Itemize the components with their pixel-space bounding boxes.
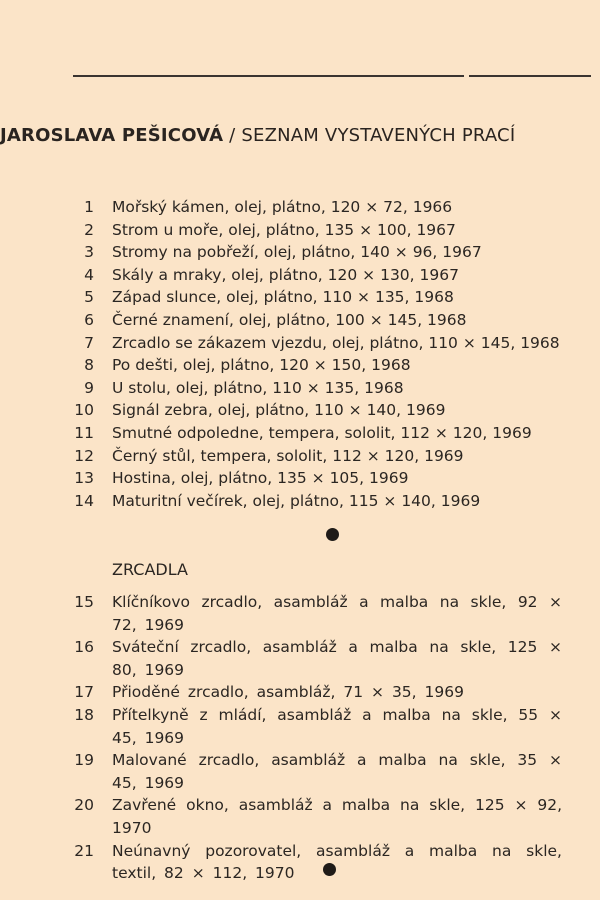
- item-text: Signál zebra, olej, plátno, 110 × 140, 1969: [112, 401, 446, 420]
- item-number: 10: [74, 401, 94, 420]
- item-text: Přioděné zrcadlo, asambláž, 71 × 35, 1969: [112, 683, 464, 702]
- item-text: Smutné odpoledne, tempera, sololit, 112 × 120, 1969: [112, 423, 532, 442]
- list-item: [60, 681, 600, 704]
- item-text: Neúnavný pozorovatel, asambláž a malba na skle, textil, 82 × 112, 1970: [112, 841, 562, 883]
- list-item: [60, 591, 600, 636]
- list-item: [60, 332, 600, 355]
- item-text: Po dešti, olej, plátno, 120 × 150, 1968: [112, 356, 411, 375]
- item-number: 4: [84, 265, 94, 284]
- list-item: [60, 422, 600, 445]
- item-number: 3: [84, 243, 94, 262]
- item-text: Přítelkyně z mládí, asambláž a malba na skle, 55 × 45, 1969: [112, 705, 562, 747]
- title-subtitle: SEZNAM VYSTAVENÝCH PRACÍ: [241, 125, 516, 146]
- item-number: 14: [74, 491, 94, 510]
- item-text: Sváteční zrcadlo, asambláž a malba na skle, 125 × 80, 1969: [112, 638, 562, 679]
- top-rule-long: [73, 75, 464, 77]
- item-text: Skály a mraky, olej, plátno, 120 × 130, 1967: [112, 265, 459, 284]
- bullet-divider: [326, 528, 339, 541]
- item-number: 15: [74, 593, 94, 611]
- item-text: Hostina, olej, plátno, 135 × 105, 1969: [112, 469, 409, 488]
- item-text: Klíčníkovo zrcadlo, asambláž a malba na skle, 92 × 72, 1969: [112, 593, 562, 634]
- list-item: [60, 445, 600, 468]
- list-item: [60, 377, 600, 400]
- bullet-divider-bottom: [323, 863, 336, 876]
- item-text: Mořský kámen, olej, plátno, 120 × 72, 1966: [112, 198, 453, 216]
- works-list: [60, 196, 600, 512]
- list-item: [60, 704, 600, 749]
- item-number: 13: [74, 469, 94, 488]
- list-item: [60, 749, 600, 794]
- list-item: [60, 309, 600, 332]
- top-rule-short: [469, 75, 591, 77]
- item-text: U stolu, olej, plátno, 110 × 135, 1968: [112, 378, 404, 397]
- item-text: Malované zrcadlo, asambláž a malba na skle, 35 × 45, 1969: [112, 751, 562, 792]
- list-item: [60, 219, 600, 242]
- item-text: Zavřené okno, asambláž a malba na skle, 125 × 92, 1970: [112, 796, 562, 837]
- item-number: 1: [84, 198, 94, 216]
- item-number: 21: [74, 841, 94, 860]
- page-title: [0, 125, 515, 146]
- list-item: [60, 241, 600, 264]
- author-name: JAROSLAVA PEŠICOVÁ: [0, 125, 224, 146]
- mirrors-list: [60, 591, 600, 885]
- section-title: ZRCADLA: [112, 560, 188, 579]
- item-number: 20: [74, 796, 94, 815]
- item-number: 19: [74, 751, 94, 770]
- item-number: 11: [74, 423, 94, 442]
- item-number: 12: [74, 446, 94, 465]
- list-item: [60, 354, 600, 377]
- list-item: [60, 636, 600, 681]
- list-item: [60, 399, 600, 422]
- item-number: 8: [84, 356, 94, 375]
- list-item: [60, 490, 600, 513]
- list-item: [60, 264, 600, 287]
- list-item: [60, 794, 600, 839]
- item-text: Strom u moře, olej, plátno, 135 × 100, 1967: [112, 220, 456, 239]
- title-separator: /: [223, 125, 242, 146]
- list-item: [60, 196, 600, 219]
- item-number: 9: [84, 378, 94, 397]
- item-text: Černý stůl, tempera, sololit, 112 × 120, 1969: [112, 446, 464, 465]
- item-number: 5: [84, 288, 94, 307]
- item-number: 17: [74, 683, 94, 702]
- item-number: 16: [74, 638, 94, 657]
- item-number: 7: [84, 333, 94, 352]
- list-item: [60, 286, 600, 309]
- item-number: 6: [84, 310, 94, 329]
- item-number: 2: [84, 220, 94, 239]
- item-number: 18: [74, 705, 94, 724]
- item-text: Černé znamení, olej, plátno, 100 × 145, 1968: [112, 310, 467, 329]
- item-text: Zrcadlo se zákazem vjezdu, olej, plátno, 110 × 145, 1968: [112, 333, 560, 352]
- item-text: Stromy na pobřeží, olej, plátno, 140 × 96, 1967: [112, 243, 482, 262]
- item-text: Maturitní večírek, olej, plátno, 115 × 140, 1969: [112, 491, 481, 510]
- list-item: [60, 467, 600, 490]
- item-text: Západ slunce, olej, plátno, 110 × 135, 1968: [112, 288, 454, 307]
